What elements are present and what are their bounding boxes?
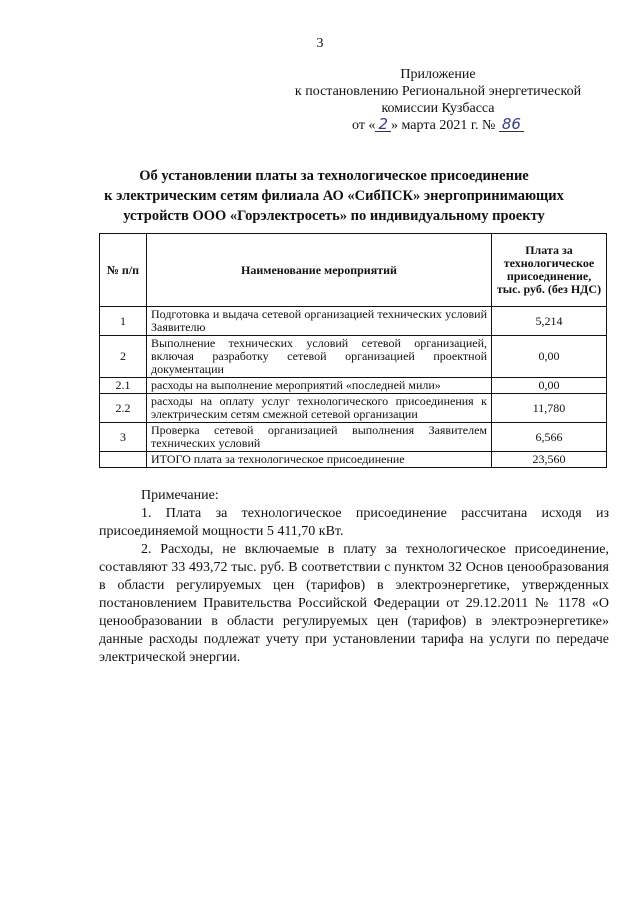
row-value: 0,00: [492, 336, 607, 378]
table-row: [100, 394, 607, 423]
date-middle: » марта 2021 г. №: [391, 118, 496, 133]
header-fee: Плата за технологическое присоединение, тыс. руб. (без НДС): [492, 234, 607, 307]
row-num: 3: [100, 423, 147, 452]
note-section: [99, 487, 609, 667]
row-name: Выполнение технических условий сетевой организацией, включая разработку сетевой организацией проектной документации: [147, 336, 492, 378]
appendix-line-resolution: к постановлению Региональной энергетической: [294, 84, 582, 99]
table-total-row: [100, 452, 607, 468]
handwritten-day: 2: [375, 117, 391, 132]
title-line-3: устройств ООО «Горэлектросеть» по индивидуальному проекту: [123, 208, 545, 224]
row-num: 2: [100, 336, 147, 378]
note-item-1: 1. Плата за технологическое присоединение рассчитана исходя из присоединяемой мощности 5 411,70 кВт.: [99, 506, 609, 539]
row-name: ИТОГО плата за технологическое присоединение: [147, 452, 492, 468]
note-label: Примечание:: [141, 488, 219, 503]
row-num: 1: [100, 307, 147, 336]
document-title: [60, 166, 608, 226]
appendix-header: [278, 66, 598, 134]
appendix-date-line: [278, 117, 598, 134]
date-prefix: от «: [352, 118, 376, 133]
row-value: 11,780: [492, 394, 607, 423]
header-name: Наименование мероприятий: [147, 234, 492, 307]
handwritten-number: 86: [499, 117, 524, 132]
row-name: Проверка сетевой организацией выполнения Заявителем технических условий: [147, 423, 492, 452]
row-value: 23,560: [492, 452, 607, 468]
table-row: [100, 307, 607, 336]
fee-table: [99, 233, 607, 468]
row-name: Подготовка и выдача сетевой организацией технических условий Заявителю: [147, 307, 492, 336]
title-line-1: Об установлении платы за технологическое присоединение: [139, 168, 529, 184]
row-num: [100, 452, 147, 468]
row-value: 0,00: [492, 378, 607, 394]
table-row: [100, 336, 607, 378]
row-value: 5,214: [492, 307, 607, 336]
table-row: [100, 378, 607, 394]
note-item-2: 2. Расходы, не включаемые в плату за технологическое присоединение, составляют 33 493,72 тыс. руб. В соответствии с пунктом 32 Основ ценообразования в области регулируемых цен (тарифов) в электроэнергетике, утвержденных постановлением Правительства Российской Федерации от 29.12.2011 № 1178 «О ценообразовании в области регулируемых цен (тарифов) в электроэнергетике» данные расходы подлежат учету при установлении тарифа на услуги по передаче электрической энергии.: [99, 542, 609, 665]
title-line-2: к электрическим сетям филиала АО «СибПСК» энергопринимающих: [104, 188, 564, 204]
header-num: № п/п: [100, 234, 147, 307]
row-name: расходы на оплату услуг технологического присоединения к электрическим сетям смежной сетевой организации: [147, 394, 492, 423]
row-num: 2.1: [100, 378, 147, 394]
page-number: 3: [316, 36, 324, 51]
row-value: 6,566: [492, 423, 607, 452]
appendix-title: Приложение: [400, 67, 476, 82]
row-num: 2.2: [100, 394, 147, 423]
row-name: расходы на выполнение мероприятий «последней мили»: [147, 378, 492, 394]
appendix-line-commission: комиссии Кузбасса: [381, 101, 495, 116]
table-row: [100, 423, 607, 452]
table-header-row: [100, 234, 607, 307]
